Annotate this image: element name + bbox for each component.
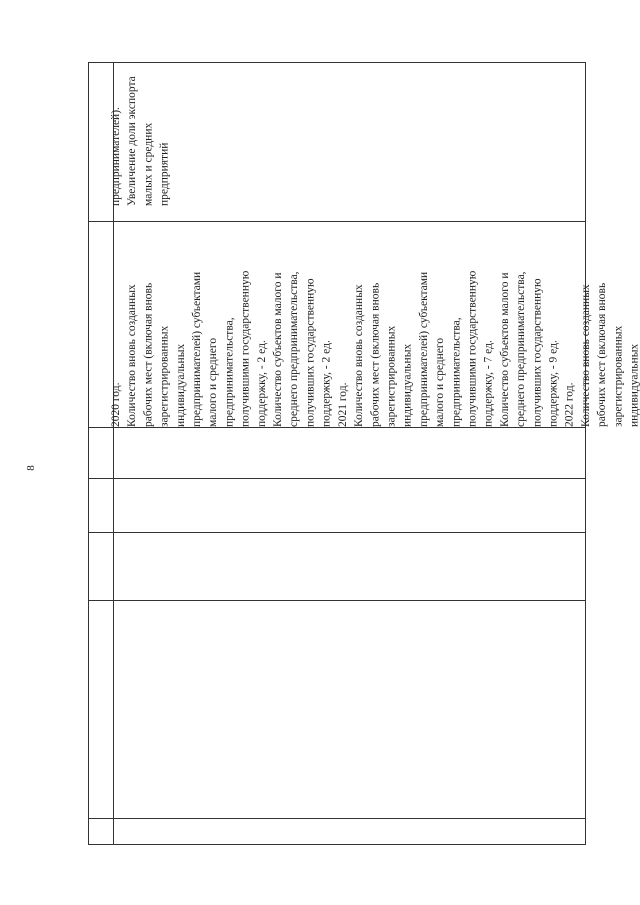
cell-line: 2021 год. bbox=[336, 382, 349, 427]
cell-line: среднего предпринимательства, bbox=[288, 271, 301, 427]
cell-line: Количество вновь созданных bbox=[126, 284, 139, 427]
cell-line: Количество вновь созданных bbox=[579, 284, 592, 427]
cell-line: Количество вновь созданных bbox=[353, 284, 366, 427]
cell-line: рабочих мест (включая вновь bbox=[596, 282, 609, 427]
cell-line: поддержку, - 7 ед. bbox=[482, 340, 495, 427]
cell-line: Количество субъектов малого и bbox=[272, 272, 285, 427]
cell-line: поддержку, - 2 ед. bbox=[255, 340, 268, 427]
cell-line: получивших государственную bbox=[304, 278, 317, 427]
cell-line: поддержку, - 2 ед. bbox=[320, 340, 333, 427]
cell-line: предприятий bbox=[158, 142, 171, 206]
cell-line: зарегистрированных bbox=[158, 325, 171, 427]
cell-line: 2020 год. bbox=[110, 382, 122, 427]
cell-line: малых и средних bbox=[142, 122, 155, 206]
cell-line: зарегистрированных bbox=[385, 325, 398, 427]
cell-line: малого и среднего bbox=[207, 337, 220, 427]
cell-line: Увеличение доли экспорта bbox=[126, 76, 139, 206]
cell-line: предпринимателей). bbox=[110, 107, 122, 206]
page-number: 8 bbox=[24, 465, 37, 471]
cell-line: 2022 год. bbox=[563, 382, 576, 427]
row-divider bbox=[89, 818, 585, 819]
cell-line: индивидуальных bbox=[174, 343, 187, 427]
indicators-cell-text bbox=[108, 230, 640, 427]
cell-line: среднего предпринимательства, bbox=[515, 271, 528, 427]
cell-line: предпринимательства, bbox=[450, 317, 463, 427]
cell-line: Количество субъектов малого и bbox=[498, 272, 511, 427]
cell-line: индивидуальных bbox=[628, 343, 640, 427]
row-divider bbox=[89, 600, 585, 601]
cell-line: предпринимателей) субъектами bbox=[191, 271, 204, 427]
cell-line: получивших государственную bbox=[531, 278, 544, 427]
cell-line: предпринимателей) субъектами bbox=[417, 271, 430, 427]
row-divider bbox=[89, 532, 585, 533]
cell-line: малого и среднего bbox=[434, 337, 447, 427]
row-divider bbox=[89, 478, 585, 479]
cell-line: получившими государственную bbox=[239, 270, 252, 427]
cell-line: рабочих мест (включая вновь bbox=[142, 282, 155, 427]
row-divider bbox=[89, 221, 585, 222]
cell-line: получившими государственную bbox=[466, 270, 479, 427]
cell-line: зарегистрированных bbox=[612, 325, 625, 427]
cell-line: поддержку, - 9 ед. bbox=[547, 340, 560, 427]
cell-line: предпринимательства, bbox=[223, 317, 236, 427]
goal-cell-text bbox=[108, 64, 173, 206]
cell-line: рабочих мест (включая вновь bbox=[369, 282, 382, 427]
row-divider bbox=[89, 427, 585, 428]
cell-line: индивидуальных bbox=[401, 343, 414, 427]
